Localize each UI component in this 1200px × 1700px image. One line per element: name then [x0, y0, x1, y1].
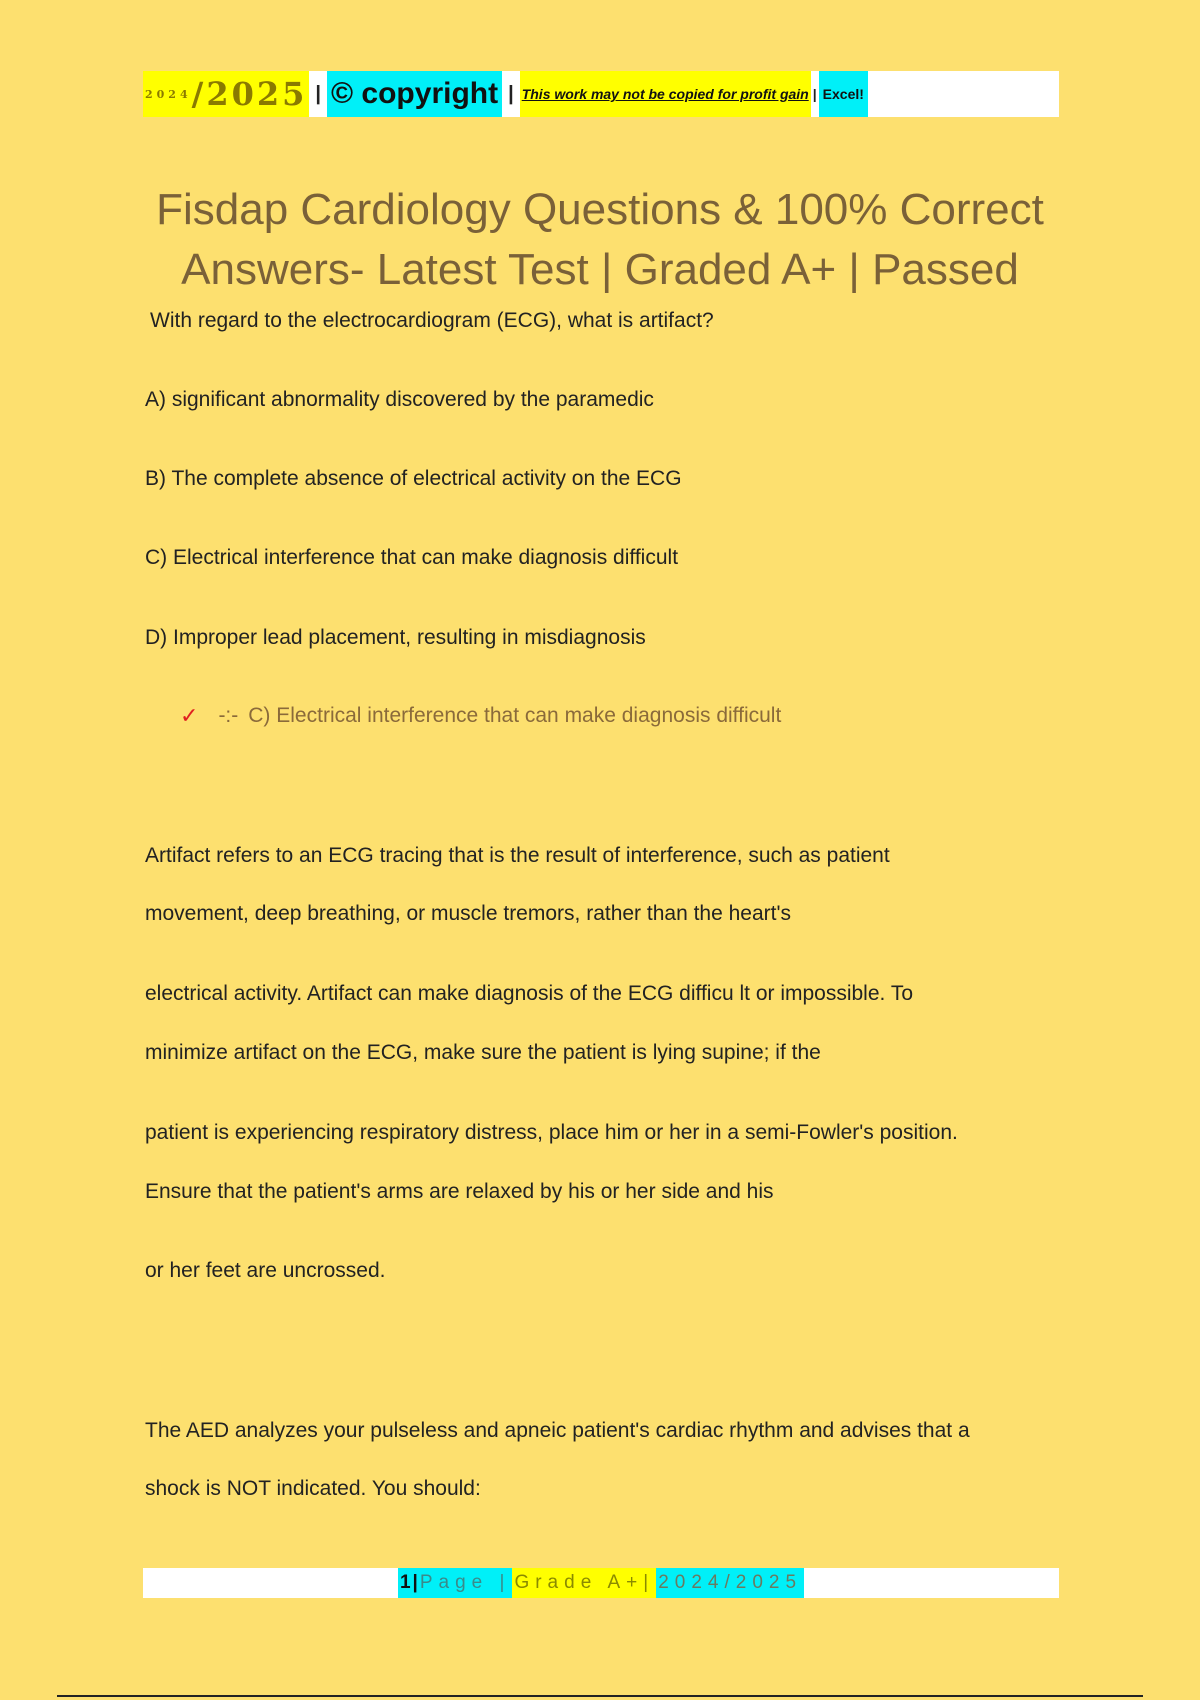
grade-label: Grade A+| [514, 1572, 655, 1593]
header-notice: This work may not be copied for profit gain [521, 86, 809, 102]
header-excel: Excel! [822, 86, 864, 102]
question-1-option-b: B) The complete absence of electrical activity on the ECG [145, 467, 682, 490]
answer-prefix: -:- [218, 704, 239, 727]
page-number: 1| [399, 1572, 420, 1593]
explanation-line: or her feet are uncrossed. [145, 1259, 386, 1282]
footer-grade-highlight [512, 1568, 656, 1598]
question-1-option-a: A) significant abnormality discovered by the paramedic [145, 388, 654, 411]
document-title [100, 180, 1100, 300]
question-2-line: shock is NOT indicated. You should: [145, 1477, 481, 1500]
explanation-line: Ensure that the patient's arms are relaxed by his or her side and his [145, 1180, 774, 1203]
question-2-line: The AED analyzes your pulseless and apneic patient's cardiac rhythm and advises that a [145, 1419, 970, 1442]
explanation-line: Artifact refers to an ECG tracing that is the result of interference, such as patient [145, 844, 890, 867]
question-1-option-c: C) Electrical interference that can make diagnosis difficult [145, 546, 679, 569]
question-1-answer [180, 703, 781, 729]
header-copyright-highlight [327, 71, 502, 117]
footer-year-highlight [656, 1568, 804, 1598]
header-year-big: /2025 [191, 75, 308, 113]
answer-text: C) Electrical interference that can make diagnosis difficult [248, 704, 782, 727]
header-banner [143, 71, 1059, 117]
checkmark-icon: ✓ [180, 703, 199, 728]
footer-page-highlight [398, 1568, 512, 1598]
footer-content [398, 1568, 804, 1598]
footer-year: 2024/2025 [658, 1572, 803, 1593]
header-copyright: © copyright [330, 77, 499, 110]
header-notice-highlight [520, 71, 811, 117]
page-bottom-rule [57, 1695, 1143, 1697]
explanation-line: patient is experiencing respiratory distress, place him or her in a semi-Fowler's position. [145, 1121, 958, 1144]
header-year-small: 2024 [145, 87, 192, 101]
question-1-prompt: With regard to the electrocardiogram (ECG), what is artifact? [150, 309, 714, 332]
header-excel-highlight [819, 71, 868, 117]
page-label: Page | [419, 1572, 511, 1593]
header-separator: | [812, 86, 817, 102]
explanation-line: movement, deep breathing, or muscle tremors, rather than the heart's [145, 902, 791, 925]
explanation-line: electrical activity. Artifact can make diagnosis of the ECG difficu lt or impossible. To [145, 982, 913, 1005]
header-year-highlight [143, 71, 309, 117]
header-separator: | [508, 82, 514, 105]
document-title-line2: Answers- Latest Test | Graded A+ | Passed [181, 245, 1019, 294]
header-separator: | [315, 82, 321, 105]
document-title-line1: Fisdap Cardiology Questions & 100% Correct [156, 185, 1044, 234]
explanation-line: minimize artifact on the ECG, make sure the patient is lying supine; if the [145, 1041, 821, 1064]
question-1-option-d: D) Improper lead placement, resulting in misdiagnosis [145, 626, 646, 649]
footer-banner [143, 1568, 1059, 1598]
